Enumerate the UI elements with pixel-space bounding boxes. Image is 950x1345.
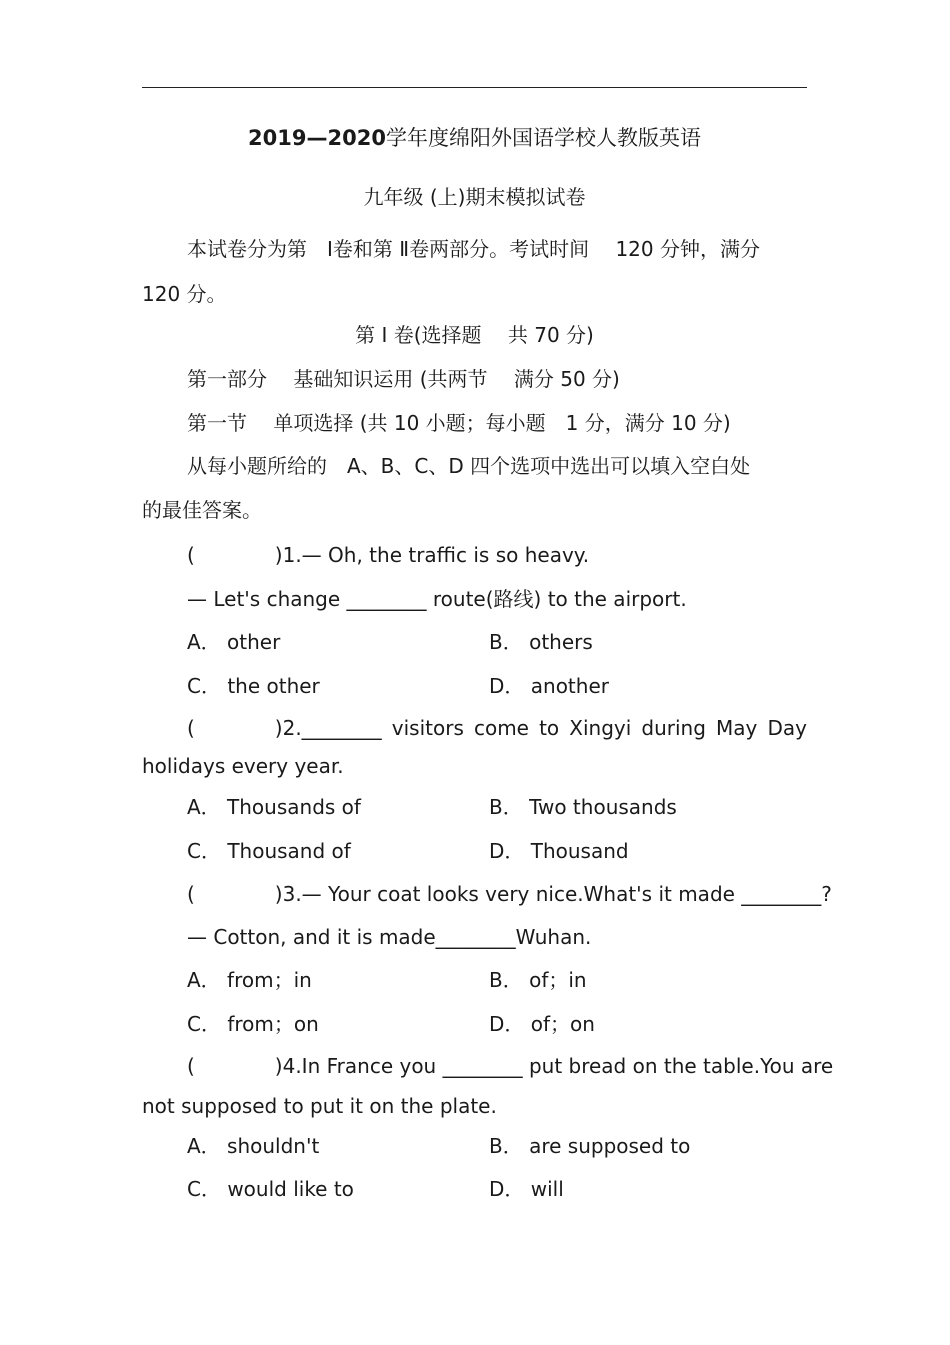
question-3-option-a: A． from；in (187, 968, 312, 992)
question-2-stem (187, 714, 807, 742)
question-4-option-c: C． would like to (187, 1177, 354, 1201)
question-1-option-d: D． another (489, 674, 609, 698)
question-1-stem: ( )1.— Oh, the traffic is so heavy. (187, 543, 590, 567)
question-2-word: to (539, 716, 560, 740)
question-1-option-b: B． others (489, 630, 593, 654)
question-2-word: May (716, 716, 758, 740)
intro-line-2: 120 分。 (142, 282, 227, 306)
question-3-stem-2: — Cotton, and it is made________Wuhan. (187, 925, 592, 949)
question-1-stem-2: — Let's change ________ route(路线) to the airport. (187, 587, 687, 611)
question-3-option-d: D． of；on (489, 1012, 595, 1036)
question-4-option-d: D． will (489, 1177, 564, 1201)
question-2-word: come (473, 716, 529, 740)
document-subtitle: 九年级 (上)期末模拟试卷 (363, 185, 586, 209)
instruction-line-1: 从每小题所给的 A、B、C、D 四个选项中选出可以填入空白处 (187, 454, 751, 478)
volume-heading: 第 Ⅰ 卷(选择题 共 70 分) (355, 323, 594, 347)
question-4-option-b: B． are supposed to (489, 1134, 691, 1158)
question-2-word: Day (767, 716, 807, 740)
instruction-line-2: 的最佳答案。 (142, 498, 262, 522)
question-2-word: ( )2.________ (187, 716, 382, 740)
title-year: 2019—2020 (248, 126, 386, 150)
question-4-stem: ( )4.In France you ________ put bread on the table.You are (187, 1054, 834, 1078)
question-2-option-b: B． Two thousands (489, 795, 677, 819)
question-4-stem-2: not supposed to put it on the plate. (142, 1094, 497, 1118)
question-2-word: during (641, 716, 706, 740)
header-rule (142, 87, 807, 88)
question-2-option-a: A． Thousands of (187, 795, 361, 819)
question-2-word: Xingyi (569, 716, 632, 740)
subsection-heading: 第一节 单项选择 (共 10 小题；每小题 1 分，满分 10 分) (187, 411, 731, 435)
intro-line-1: 本试卷分为第 Ⅰ卷和第 Ⅱ卷两部分。考试时间 120 分钟，满分 (187, 237, 760, 261)
question-3-stem: ( )3.— Your coat looks very nice.What's it made ________? (187, 882, 832, 906)
question-3-option-c: C． from；on (187, 1012, 319, 1036)
question-2-word: visitors (391, 716, 464, 740)
question-2-option-c: C． Thousand of (187, 839, 351, 863)
question-2-option-d: D． Thousand (489, 839, 629, 863)
question-1-option-a: A． other (187, 630, 281, 654)
question-3-option-b: B． of；in (489, 968, 587, 992)
title-text: 学年度绵阳外国语学校人教版英语 (385, 126, 701, 150)
question-4-option-a: A． shouldn't (187, 1134, 320, 1158)
question-1-option-c: C． the other (187, 674, 320, 698)
document-title (142, 124, 807, 152)
question-2-stem-2: holidays every year. (142, 754, 344, 778)
part-heading: 第一部分 基础知识运用 (共两节 满分 50 分) (187, 367, 620, 391)
